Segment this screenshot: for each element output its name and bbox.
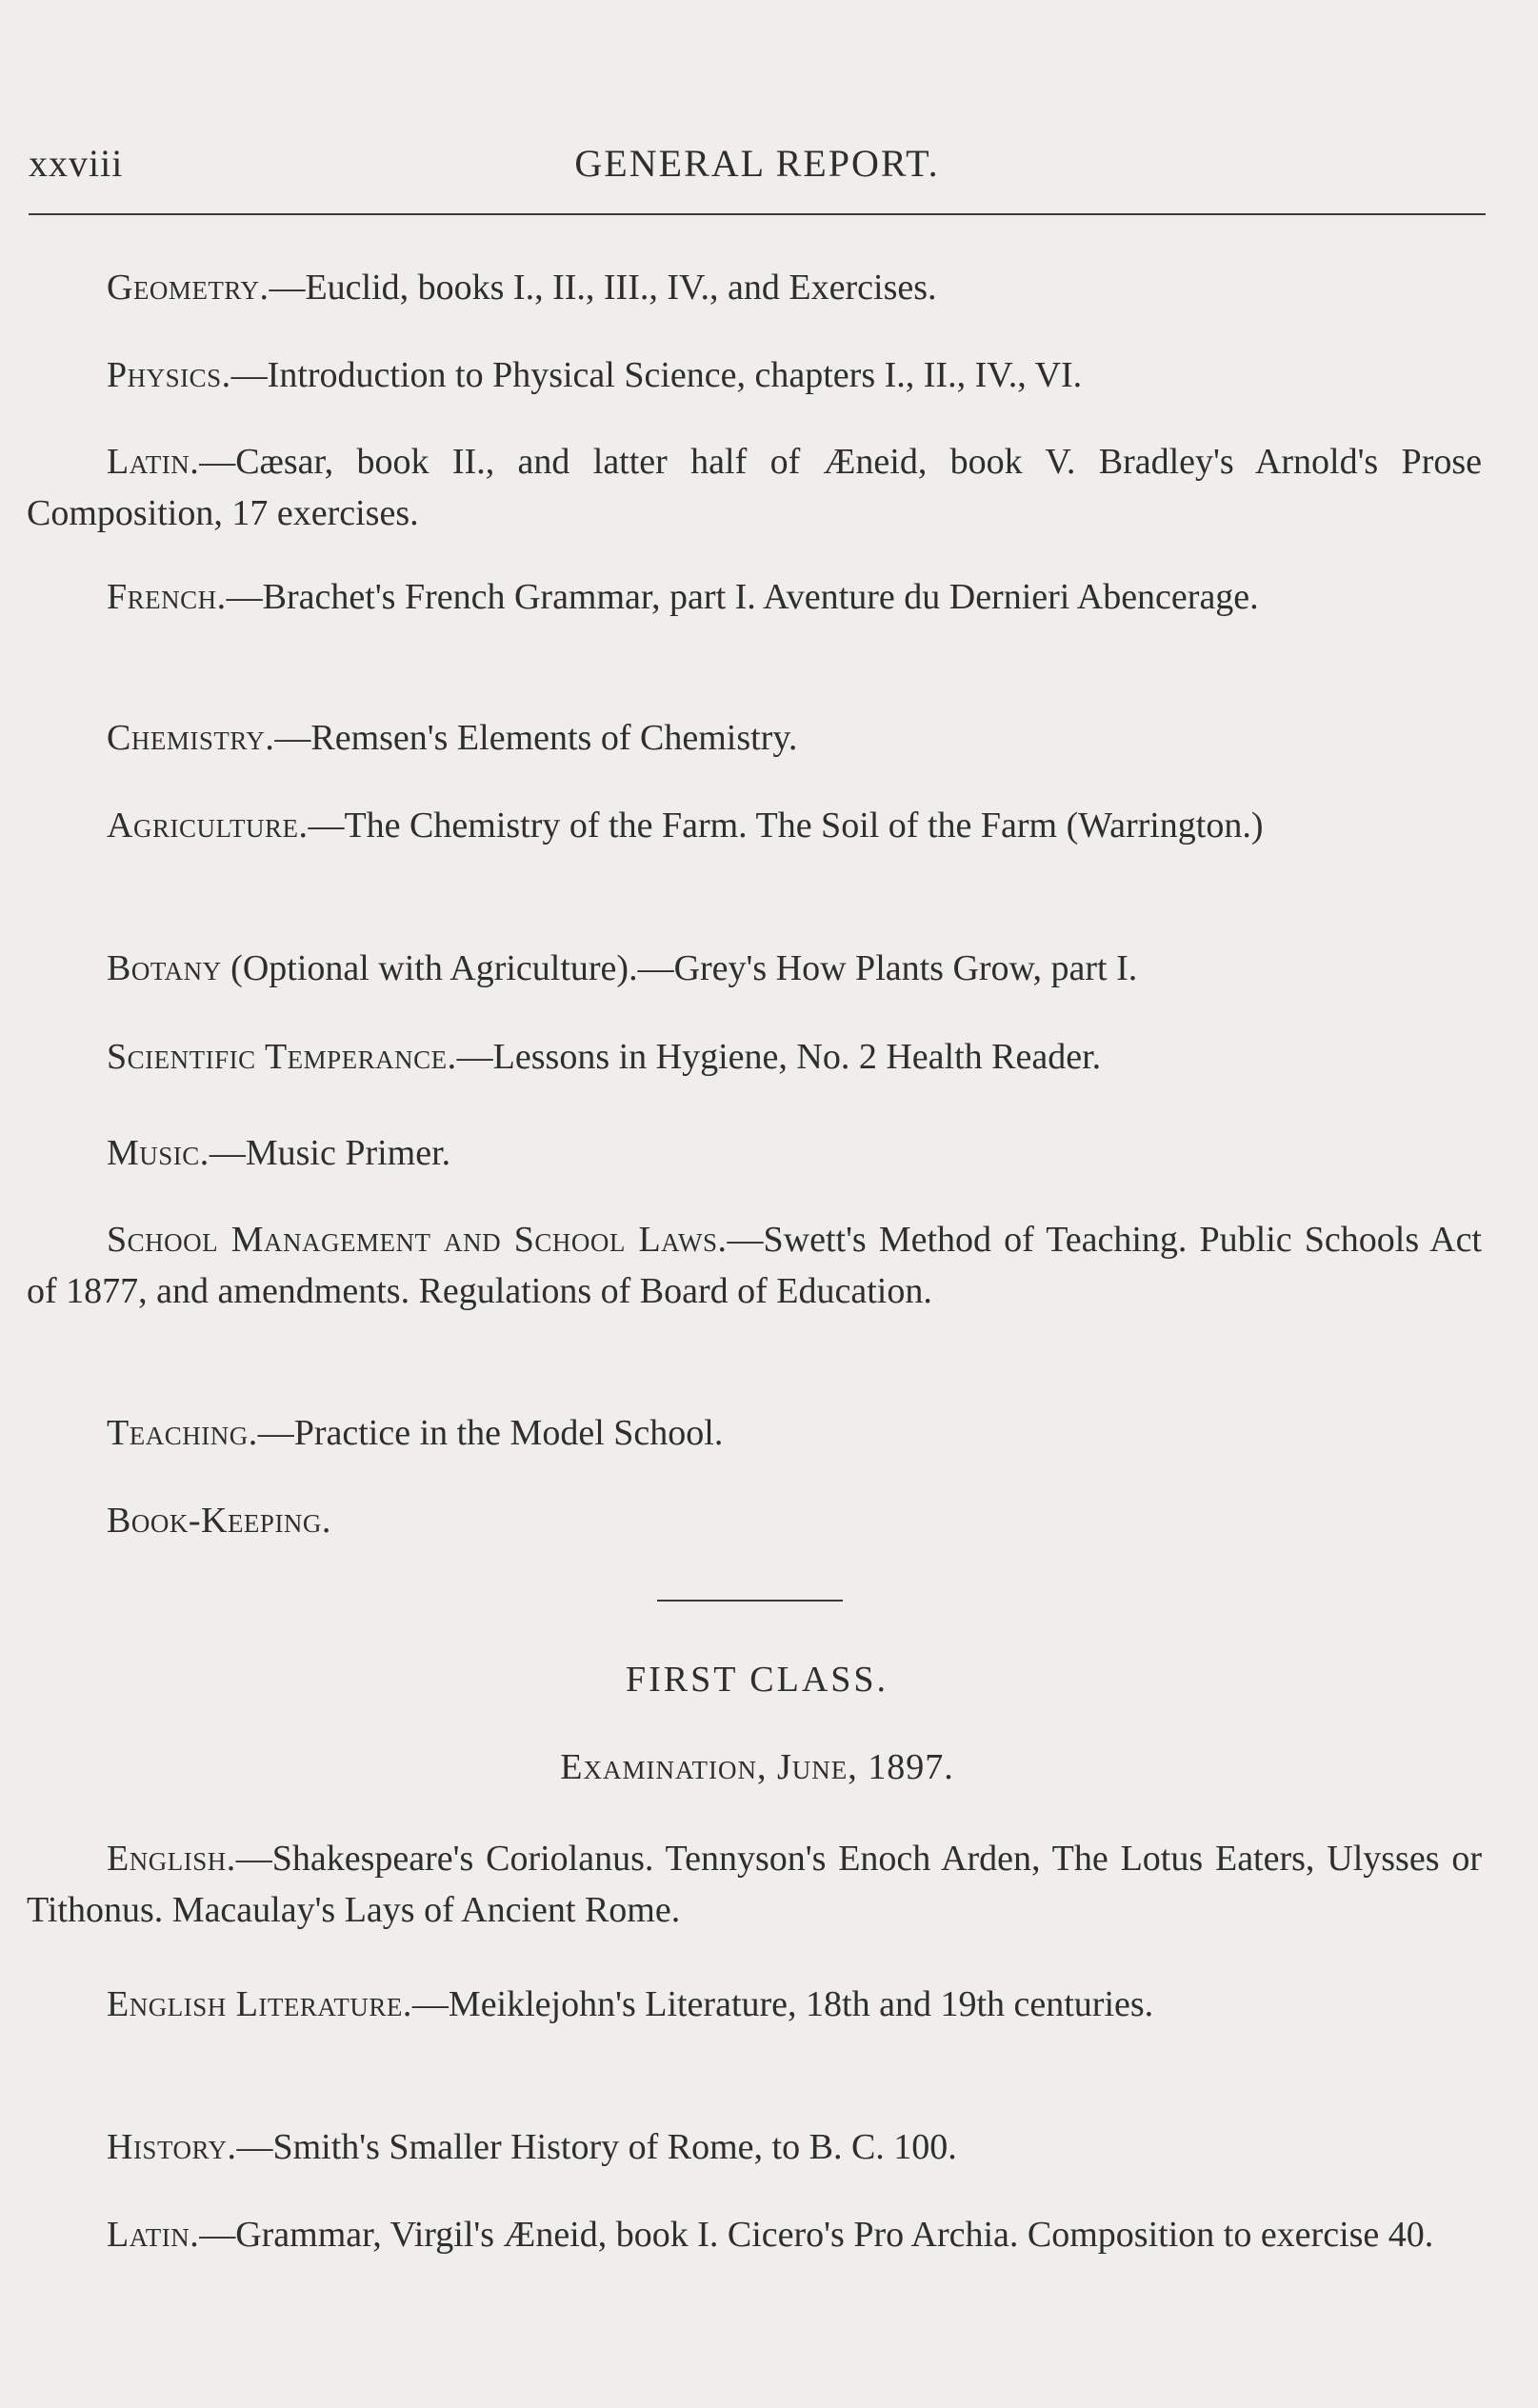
entry-latin xyxy=(27,436,1482,539)
entry-label: Geometry. xyxy=(107,268,270,308)
entry-english-literature xyxy=(27,1979,1482,2030)
entry-label: History. xyxy=(107,2127,237,2167)
entry-teaching xyxy=(27,1407,1482,1459)
entry-history xyxy=(27,2121,1482,2173)
entry-text: —Shakespeare's Coriolanus. Tennyson's Enoch Arden, The Lotus Eaters, Ulysses or Tithonus. Macaulay's Lays of Ancient Rome. xyxy=(27,1839,1482,1930)
section-title: FIRST CLASS. xyxy=(625,1660,889,1700)
running-title: GENERAL REPORT. xyxy=(574,142,940,185)
entry-text: —The Chemistry of the Farm. The Soil of the Farm (Warrington.) xyxy=(308,806,1264,846)
section-divider xyxy=(657,1600,843,1602)
entry-text: —Swett's Method of Teaching. Public Schools Act of 1877, and amendments. Regulations of Board of Education. xyxy=(27,1220,1482,1311)
entry-text: —Introduction to Physical Science, chapters I., II., IV., VI. xyxy=(230,355,1083,395)
entry-music xyxy=(27,1127,1482,1179)
entry-french xyxy=(27,571,1482,623)
header-rule xyxy=(29,213,1486,215)
entry-english xyxy=(27,1833,1482,1936)
entry-text: —Practice in the Model School. xyxy=(257,1413,724,1453)
section-subtitle: Examination, June, 1897. xyxy=(560,1747,954,1787)
entry-text: —Remsen's Elements of Chemistry. xyxy=(274,718,798,758)
entry-label: Book-Keeping. xyxy=(107,1501,331,1541)
entry-label: French. xyxy=(107,577,227,617)
entry-label: Music. xyxy=(107,1133,210,1173)
running-head xyxy=(29,131,1486,189)
entry-text: —Cæsar, book II., and latter half of Æneid, book V. Bradley's Arnold's Prose Composition, 17 exercises. xyxy=(27,442,1482,533)
entry-text: —Euclid, books I., II., III., IV., and Exercises. xyxy=(269,268,937,308)
entry-label: Chemistry. xyxy=(107,718,275,758)
entry-school-management xyxy=(27,1214,1482,1317)
entry-text: —Smith's Smaller History of Rome, to B. C. 100. xyxy=(236,2127,957,2167)
entry-label: English Literature. xyxy=(107,1984,412,2024)
entry-geometry xyxy=(27,262,1482,313)
entry-label: Latin. xyxy=(107,442,200,482)
entry-label: Agriculture. xyxy=(107,806,309,846)
entry-scientific-temperance xyxy=(27,1031,1482,1083)
entry-book-keeping xyxy=(27,1495,1482,1546)
entry-label: School Management and School Laws. xyxy=(107,1220,728,1260)
entry-text: (Optional with Agriculture).—Grey's How Plants Grow, part I. xyxy=(221,948,1138,988)
page-number: xxviii xyxy=(29,142,124,185)
entry-chemistry xyxy=(27,712,1482,764)
entry-latin-first-class xyxy=(27,2209,1482,2260)
entry-label: Scientific Temperance. xyxy=(107,1037,457,1077)
entry-botany xyxy=(27,943,1482,994)
entry-text: —Brachet's French Grammar, part I. Aventure du Dernieri Abencerage. xyxy=(226,577,1259,617)
entry-agriculture xyxy=(27,800,1482,851)
entry-text: —Meiklejohn's Literature, 18th and 19th centuries. xyxy=(411,1984,1154,2024)
entry-label: Botany xyxy=(107,948,222,988)
entry-text: —Grammar, Virgil's Æneid, book I. Cicero's Pro Archia. Composition to exercise 40. xyxy=(199,2215,1434,2255)
entry-label: Physics. xyxy=(107,355,231,395)
entry-label: Latin. xyxy=(107,2215,200,2255)
entry-text: —Lessons in Hygiene, No. 2 Health Reader. xyxy=(456,1037,1102,1077)
entry-label: English. xyxy=(107,1839,236,1879)
entry-label: Teaching. xyxy=(107,1413,258,1453)
entry-text: —Music Primer. xyxy=(209,1133,451,1173)
entry-physics xyxy=(27,349,1482,401)
